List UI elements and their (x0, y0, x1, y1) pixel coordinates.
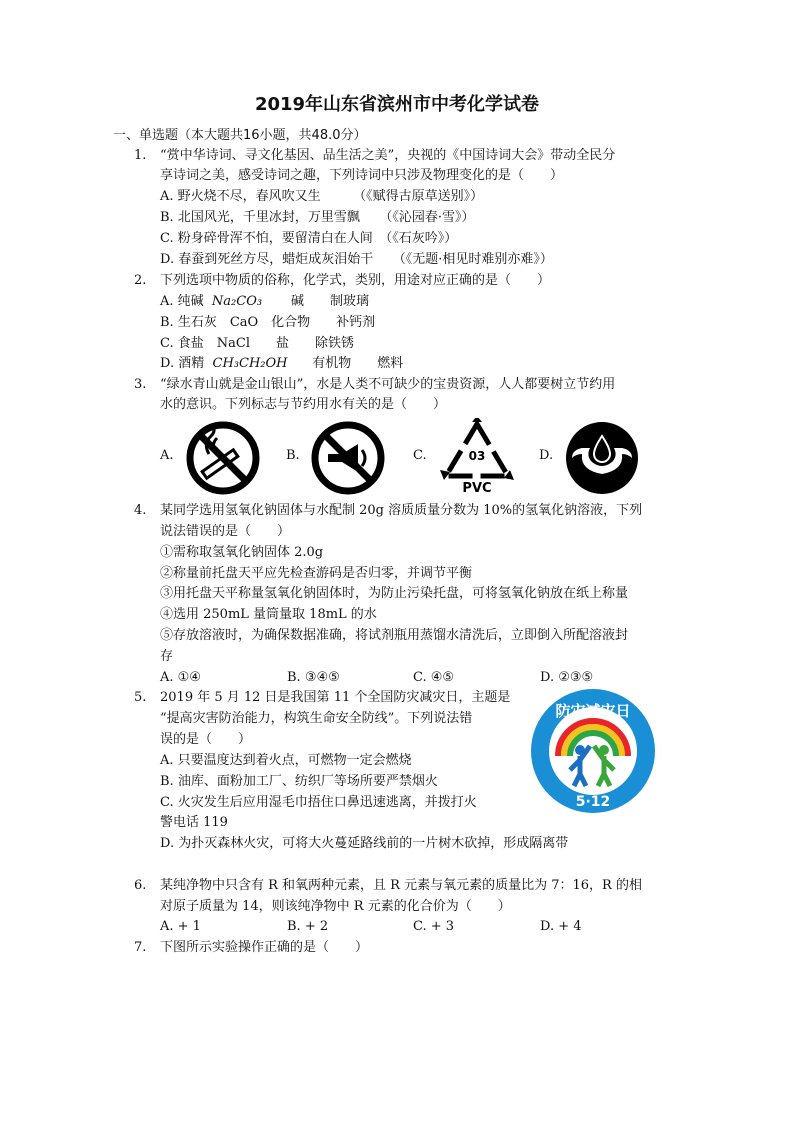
disaster-prevention-day-logo (528, 686, 658, 816)
q5-stem-line1: 2019 年 5 月 12 日是我国第 11 个全国防灾减灾日，主题是 (160, 690, 511, 705)
no-honking-sign-icon (310, 420, 386, 496)
q3-number: 3. (134, 377, 147, 392)
q6-option-d: D. + 4 (540, 919, 582, 934)
q4-option-c: C. ④⑤ (413, 670, 455, 685)
q4-option-a: A. ①④ (160, 670, 201, 685)
q2-stem: 下列选项中物质的俗称，化学式，类别，用途对应正确的是（ ） (160, 273, 551, 288)
q1-option-c: C. 粉身碎骨浑不怕，要留清白在人间 （《石灰吟》） (160, 231, 458, 246)
q2-option-a-name: A. 纯碱 (160, 294, 204, 309)
q4-statement-4: ④选用 250mL 量筒量取 18mL 的水 (160, 607, 377, 622)
q1-stem-line1: “赏中华诗词、寻文化基因、品生活之美”，央视的《中国诗词大会》带动全民分 (160, 148, 616, 163)
recycle-pvc-sign-icon (436, 418, 518, 496)
q6-option-a: A. + 1 (160, 919, 201, 934)
pvc-label-text: PVC (462, 481, 492, 496)
logo-date-text: 5·12 (575, 794, 611, 810)
q2-option-d-name: D. 酒精 (160, 356, 205, 371)
q5-stem-line3: 误的是（ ） (160, 732, 252, 747)
q5-option-d: D. 为扑灭森林火灾，可将大火蔓延路线前的一片树木砍掉，形成隔离带 (160, 836, 569, 851)
q2-option-d (160, 356, 403, 372)
q6-stem-line2: 对原子质量为 14，则该纯净物中 R 元素的化合价为（ ） (160, 899, 511, 914)
page-title: 2019年山东省滨州市中考化学试卷 (254, 94, 540, 115)
q6-option-c: C. + 3 (413, 919, 455, 934)
q2-option-b: B. 生石灰 CaO 化合物 补钙剂 (160, 315, 376, 330)
q5-option-a: A. 只要温度达到着火点，可燃物一定会燃烧 (160, 753, 412, 768)
pvc-code-text: 03 (468, 449, 486, 463)
q5-stem-line2: “提高灾害防治能力，构筑生命安全防线”。下列说法错 (160, 711, 473, 726)
water-saving-sign-icon (564, 420, 640, 496)
q4-statement-2: ②称量前托盘天平应先检查游码是否归零，并调节平衡 (160, 566, 473, 581)
q1-number: 1. (134, 148, 147, 163)
q6-option-b: B. + 2 (287, 919, 329, 934)
q6-stem-line1: 某纯净物中只含有 R 和氧两种元素，且 R 元素与氧元素的质量比为 7：16，R 的相 (160, 878, 642, 893)
q5-option-b: B. 油库、面粉加工厂、纺织厂等场所要严禁烟火 (160, 774, 438, 789)
q4-statement-1: ①需称取氢氧化钠固体 2.0g (160, 545, 324, 560)
q2-option-a (160, 294, 369, 310)
q4-statement-5-line2: 存 (160, 649, 174, 664)
q3-label-c: C. (413, 448, 427, 463)
q4-number: 4. (134, 503, 147, 518)
q4-stem-line1: 某同学选用氢氧化钠固体与水配制 20g 溶质质量分数为 10%的氢氧化钠溶液，下列 (160, 503, 643, 518)
q2-option-a-formula: Na₂CO₃ (211, 294, 263, 309)
q1-option-a: A. 野火烧不尽，春风吹又生 （《赋得古原草送别》） (160, 189, 484, 204)
q3-label-b: B. (286, 448, 300, 463)
q7-number: 7. (134, 940, 147, 955)
q2-option-c: C. 食盐 NaCl 盐 除铁锈 (160, 336, 354, 351)
q7-stem: 下图所示实验操作正确的是（ ） (160, 940, 369, 955)
logo-title-text: 防灾减灾日 (555, 702, 631, 720)
q3-label-a: A. (160, 448, 174, 463)
section-heading: 一、单选题（本大题共16小题，共48.0分） (113, 128, 367, 143)
q2-option-a-rest: 碱 制玻璃 (291, 294, 370, 309)
no-smoking-sign-icon (185, 420, 261, 496)
q4-option-d: D. ②③⑤ (540, 670, 594, 685)
q2-option-d-formula: CH₃CH₂OH (212, 356, 288, 371)
q5-number: 5. (134, 690, 147, 705)
q2-number: 2. (134, 273, 147, 288)
q5-option-c-line2: 警电话 119 (160, 815, 228, 830)
q4-option-b: B. ③④⑤ (287, 670, 340, 685)
q4-statement-3: ③用托盘天平称量氢氧化钠固体时，为防止污染托盘，可将氢氧化钠放在纸上称量 (160, 586, 629, 601)
q3-stem-line1: “绿水青山就是金山银山”，水是人类不可缺少的宝贵资源，人人都要树立节约用 (160, 377, 616, 392)
q3-label-d: D. (539, 448, 554, 463)
q6-number: 6. (134, 878, 147, 893)
q5-option-c-line1: C. 火灾发生后应用湿毛巾捂住口鼻迅速逃离，并拨打火 (160, 795, 477, 810)
q4-statement-5-line1: ⑤存放溶液时，为确保数据准确，将试剂瓶用蒸馏水清洗后，立即倒入所配溶液封 (160, 628, 629, 643)
q1-stem-line2: 享诗词之美，感受诗词之趣，下列诗词中只涉及物理变化的是（ ） (160, 168, 564, 183)
q3-stem-line2: 水的意识。下列标志与节约用水有关的是（ ） (160, 397, 447, 412)
q2-option-d-rest: 有机物 燃料 (312, 356, 404, 371)
q4-stem-line2: 说法错误的是（ ） (160, 524, 291, 539)
q1-option-d: D. 春蚕到死丝方尽，蜡炬成灰泪始干 （《无题·相见时难别亦难》） (160, 252, 553, 267)
q1-option-b: B. 北国风光，千里冰封，万里雪飘 （《沁园春·雪》） (160, 210, 475, 225)
